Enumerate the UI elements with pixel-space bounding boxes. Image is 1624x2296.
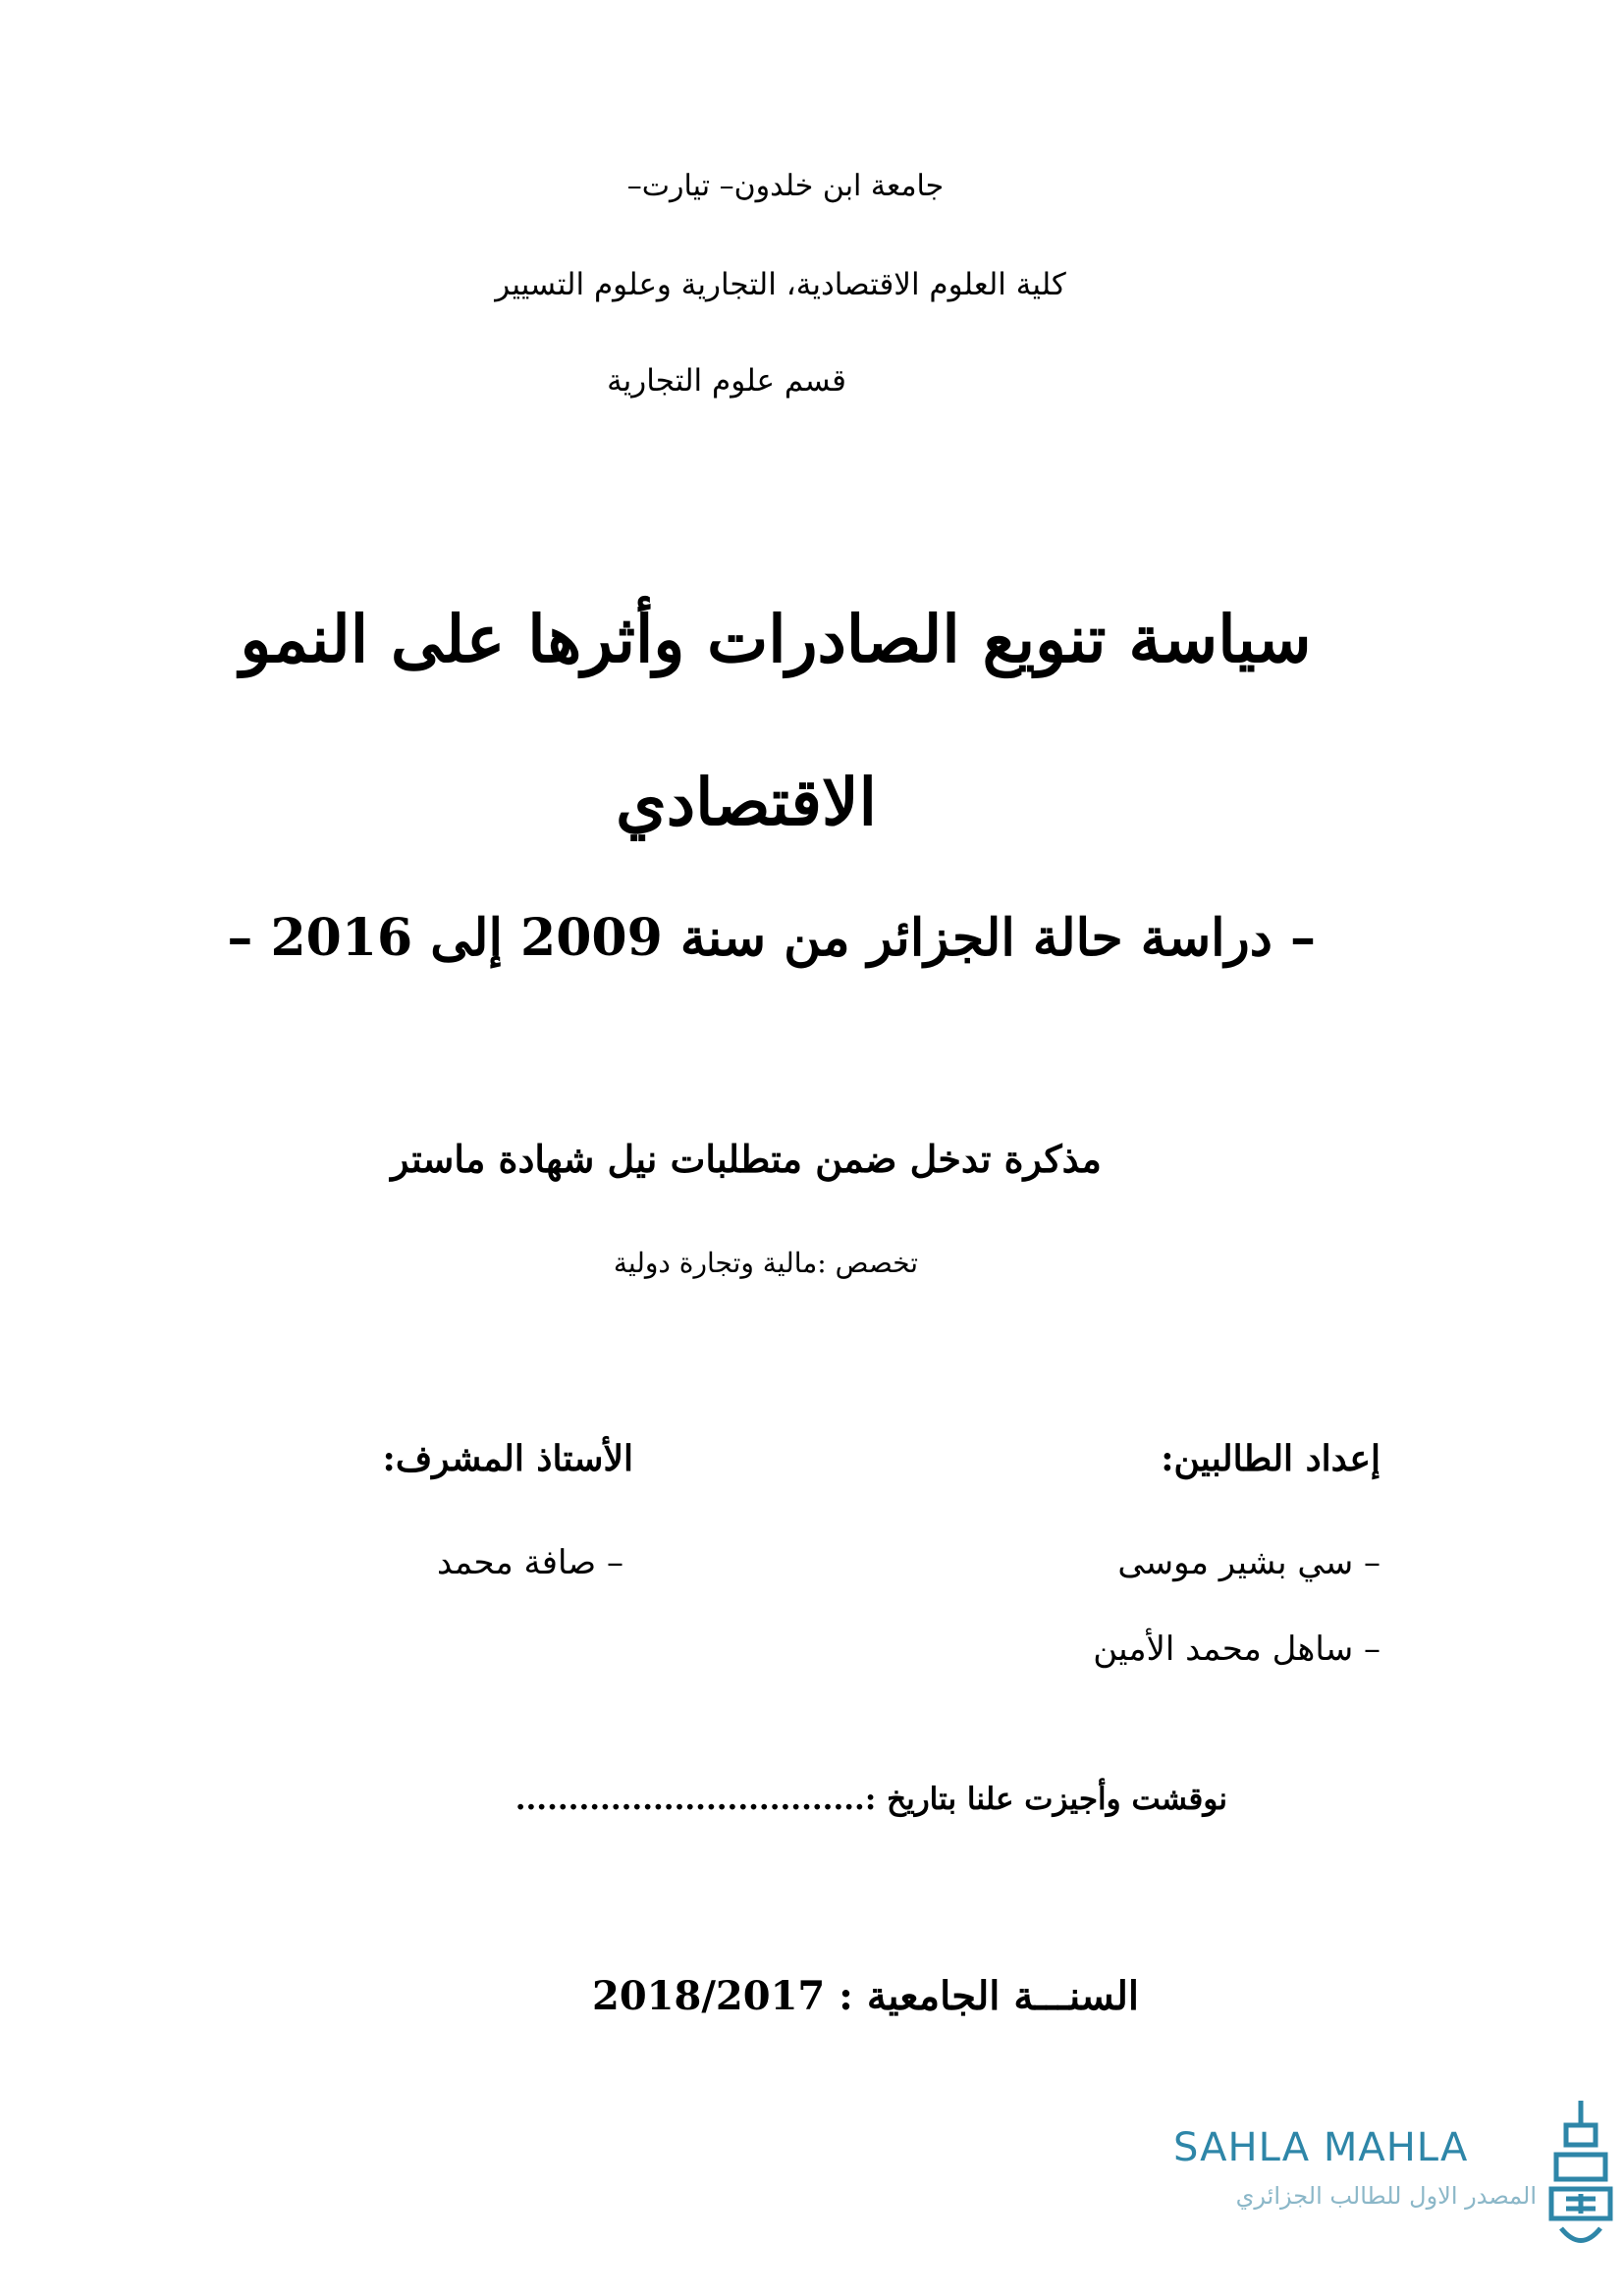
thesis-title-line2: الاقتصادي	[616, 764, 877, 840]
student-name: – ساهل محمد الأمين	[1093, 1629, 1380, 1669]
specialization: تخصص :مالية وتجارة دولية	[613, 1247, 919, 1279]
supervisor-name: – صافة محمد	[437, 1543, 623, 1582]
sahla-mahla-logo	[1173, 2096, 1615, 2263]
faculty-name: كلية العلوم الاقتصادية، التجارية وعلوم التسيير	[495, 267, 1066, 302]
logo-tagline: المصدر الاول للطالب الجزائري	[1235, 2182, 1537, 2210]
student-name: – سي بشير موسى	[1117, 1543, 1380, 1582]
memo-statement: مذكرة تدخل ضمن متطلبات نيل شهادة ماستر	[391, 1137, 1102, 1181]
university-name: جامعة ابن خلدون– تيارت–	[626, 169, 945, 203]
department-name: قسم علوم التجارية	[607, 363, 846, 399]
thesis-title-line1: سياسة تنويع الصادرات وأثرها على النمو	[240, 601, 1312, 677]
logo-brand-text: SAHLA MAHLA	[1173, 2125, 1469, 2170]
supervisor-label: الأستاذ المشرف:	[382, 1438, 633, 1479]
thesis-subtitle: – دراسة حالة الجزائر من سنة 2009 إلى 2016 –	[227, 908, 1316, 968]
prepared-by-label: إعداد الطالبين:	[1161, 1438, 1380, 1479]
logo-mark-icon	[1546, 2096, 1615, 2258]
academic-year: السنـــة الجامعية : 2018/2017	[591, 1973, 1139, 2019]
defense-date-line: نوقشت وأجيزت علنا بتاريخ :.................................	[514, 1782, 1227, 1817]
